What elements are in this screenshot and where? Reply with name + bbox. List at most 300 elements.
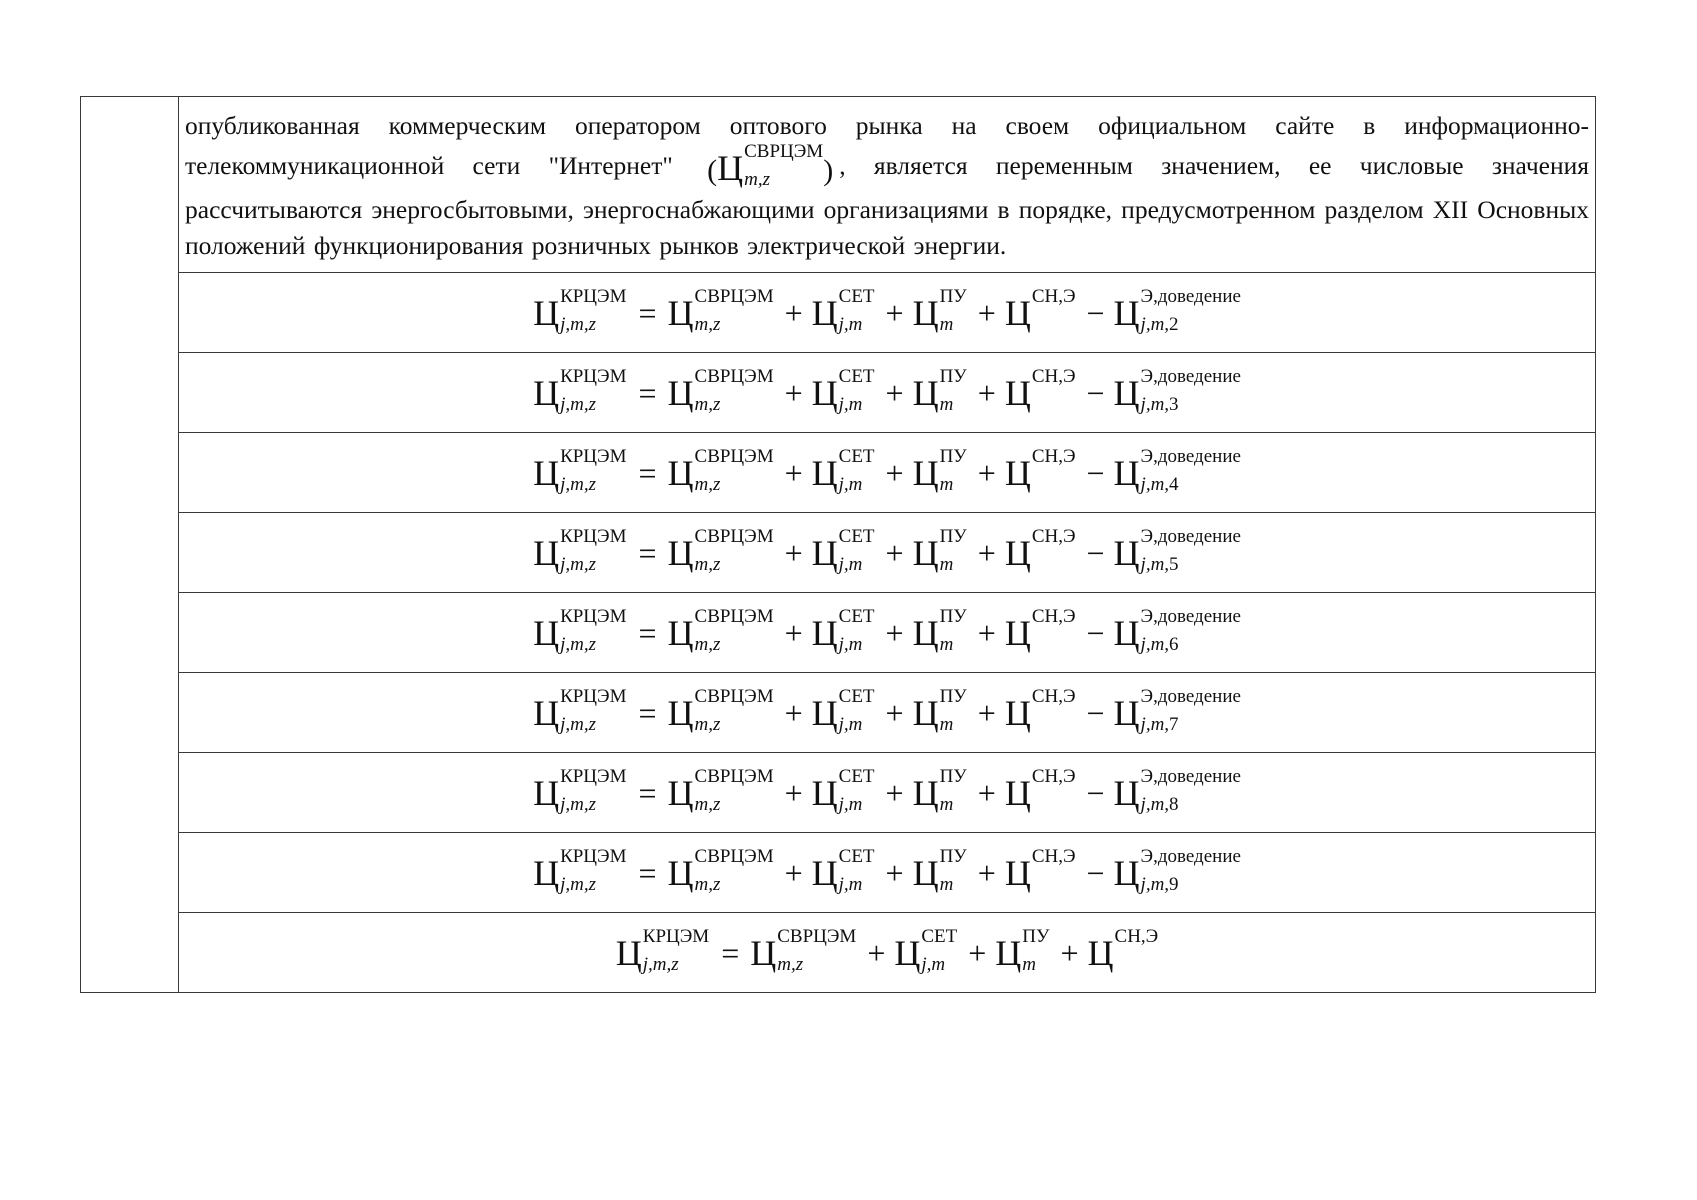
formula-sub: m (939, 713, 954, 735)
formula-sub-empty (1032, 875, 1076, 895)
formula-sub-prefix: j,m, (1140, 473, 1170, 495)
formula-term-set (811, 685, 875, 737)
formula-symbol: Ц (811, 532, 838, 573)
formula-final (615, 925, 1159, 977)
formula-term-pu (912, 845, 967, 897)
formula-sup: Э,доведение (1140, 845, 1241, 867)
formula-sup: КРЦЭМ (560, 845, 627, 867)
formula-sub-empty (1032, 475, 1076, 495)
formula-row-index: 3 (1169, 393, 1179, 415)
intro-text-after: , является переменным значением, ее числовые значения рассчитываются энергосбытовыми, энергоснабжающими организациями в порядке, предусмотренном разделом XII Основных положений функционирования розничных рынков электрической энергии. (185, 150, 1590, 260)
formula-sup: СН,Э (1031, 445, 1076, 467)
formula (533, 605, 1241, 657)
formula-term-pu (912, 685, 967, 737)
formula-term-sn (1004, 845, 1076, 897)
formula-term-pu (912, 605, 967, 657)
formula-symbol: Ц (1004, 772, 1031, 813)
equals-sign: = (638, 614, 657, 651)
equals-sign: = (638, 774, 657, 811)
formula-row-index: 2 (1169, 313, 1179, 335)
formula-sup: СВРЦЭМ (694, 845, 774, 867)
formula-sup: СВРЦЭМ (694, 685, 774, 707)
formula-term-dovedenie (1113, 765, 1241, 817)
formula-sub-prefix: j,m, (1140, 633, 1170, 655)
formula-sub: m,z (694, 393, 721, 415)
formula-sub: j,m (838, 713, 863, 735)
formula-term-sn (1004, 605, 1076, 657)
formula-sup: ПУ (939, 285, 967, 307)
plus-sign: + (867, 934, 886, 971)
formula-sub: j,m,z (560, 793, 596, 815)
plus-sign: + (784, 774, 803, 811)
formula-term-sn (1004, 285, 1076, 337)
plus-sign: + (977, 694, 996, 731)
inline-formula-sup: СВРЦЭМ (744, 140, 824, 162)
equals-sign: = (638, 454, 657, 491)
formula (533, 525, 1241, 577)
formula-lhs (533, 525, 627, 577)
formula-symbol: Ц (1113, 852, 1140, 893)
formula-symbol: Ц (1113, 532, 1140, 573)
plus-sign: + (977, 294, 996, 331)
formula-sub-prefix: j,m, (1140, 553, 1170, 575)
formula-symbol: Ц (667, 852, 694, 893)
formula-sub (1141, 315, 1241, 335)
formula-symbol: Ц (1113, 612, 1140, 653)
formula-sup: СВРЦЭМ (777, 925, 857, 947)
formula-sub-empty (1032, 635, 1076, 655)
plus-sign: + (885, 854, 904, 891)
formula-row-4 (81, 433, 1596, 513)
formula-lhs (533, 765, 627, 817)
plus-sign: + (885, 454, 904, 491)
formula-sup: СЕТ (838, 525, 875, 547)
formula-term-sn (1004, 525, 1076, 577)
formula-sub: m (939, 793, 954, 815)
formula-sub: j,m,z (642, 953, 679, 975)
formula-symbol: Ц (533, 612, 560, 653)
formula-symbol: Ц (912, 292, 939, 333)
minus-sign: − (1086, 454, 1105, 491)
formula-sub: j,m (838, 313, 863, 335)
formula-sub: j,m (838, 393, 863, 415)
formula-sub-prefix: j,m, (1140, 713, 1170, 735)
formula-sup: СВРЦЭМ (694, 525, 774, 547)
formula-row-index: 9 (1169, 873, 1179, 895)
equals-sign: = (638, 294, 657, 331)
formula-term-svrcem (667, 765, 774, 817)
formula-symbol: Ц (912, 692, 939, 733)
formula-sub (1141, 795, 1241, 815)
formula-term-svrcem (667, 685, 774, 737)
formula-symbol: Ц (533, 372, 560, 413)
inline-formula: ( Ц СВРЦЭМ m,z ) (707, 140, 834, 190)
equals-sign: = (721, 934, 740, 971)
formula-symbol: Ц (1004, 612, 1031, 653)
formula-symbol: Ц (1004, 292, 1031, 333)
minus-sign: − (1086, 534, 1105, 571)
formula-sup: СЕТ (838, 365, 875, 387)
formula-cell (179, 433, 1596, 513)
formula-sub: j,m (838, 473, 863, 495)
formula-sup: Э,доведение (1140, 285, 1241, 307)
formula-cell (179, 833, 1596, 913)
formula-sub (1141, 715, 1241, 735)
formula-lhs (533, 445, 627, 497)
formula-term-dovedenie (1113, 285, 1241, 337)
formula-sup: КРЦЭМ (560, 765, 627, 787)
formula-sub: j,m,z (560, 713, 596, 735)
inline-formula-symbol: Ц (717, 147, 744, 188)
formula-symbol: Ц (912, 452, 939, 493)
formula-symbol: Ц (615, 932, 642, 973)
formula (533, 445, 1241, 497)
formula-sup: Э,доведение (1140, 365, 1241, 387)
formula-term-dovedenie (1113, 845, 1241, 897)
formula-cell (179, 273, 1596, 353)
plus-sign: + (977, 774, 996, 811)
formula-term-set (811, 445, 875, 497)
formula-symbol: Ц (811, 452, 838, 493)
formula-symbol: Ц (667, 532, 694, 573)
formula-symbol: Ц (1004, 372, 1031, 413)
intro-text-before: опубликованная коммерческим оператором оптового рынка на своем официальном сайте в информационно-телекоммуникационной сети "Интернет" (185, 110, 1589, 180)
formula-sup: СЕТ (838, 685, 875, 707)
formula-term-pu (912, 365, 967, 417)
plus-sign: + (977, 614, 996, 651)
formula-term-svrcem (667, 605, 774, 657)
formula-sub-empty (1032, 795, 1076, 815)
formula-row-index: 6 (1169, 633, 1179, 655)
formula-sup: ПУ (939, 685, 967, 707)
formula-sub (1141, 475, 1241, 495)
formula-symbol: Ц (811, 692, 838, 733)
formula-symbol: Ц (1004, 852, 1031, 893)
formula-symbol: Ц (533, 692, 560, 733)
formula-term-svrcem (667, 845, 774, 897)
formula (533, 685, 1241, 737)
formula-symbol: Ц (667, 292, 694, 333)
minus-sign: − (1086, 614, 1105, 651)
formula-sup: СН,Э (1031, 525, 1076, 547)
formula-sup: СЕТ (838, 845, 875, 867)
formula-cell (179, 513, 1596, 593)
formula-term-set (811, 525, 875, 577)
formula-symbol: Ц (1087, 932, 1114, 973)
plus-sign: + (784, 854, 803, 891)
formula-cell (179, 593, 1596, 673)
formula-sup: СЕТ (838, 605, 875, 627)
formula-sup: КРЦЭМ (560, 685, 627, 707)
plus-sign: + (885, 694, 904, 731)
equals-sign: = (638, 534, 657, 571)
formula-sup: КРЦЭМ (560, 445, 627, 467)
formula-term-pu (995, 925, 1050, 977)
formula-term-set (811, 605, 875, 657)
minus-sign: − (1086, 374, 1105, 411)
formula-symbol: Ц (667, 452, 694, 493)
formula-sub (1141, 395, 1241, 415)
formula-symbol: Ц (1004, 452, 1031, 493)
formula-sub-empty (1032, 315, 1076, 335)
formula-symbol: Ц (1004, 532, 1031, 573)
equals-sign: = (638, 374, 657, 411)
formula-term-dovedenie (1113, 685, 1241, 737)
formula-symbol: Ц (667, 612, 694, 653)
formula-sup: КРЦЭМ (642, 925, 710, 947)
formula-sup: СЕТ (838, 765, 875, 787)
formula-term-pu (912, 765, 967, 817)
formula-lhs (533, 285, 627, 337)
formula-sup: Э,доведение (1140, 525, 1241, 547)
formula-sup: Э,доведение (1140, 685, 1241, 707)
formula-row-3 (81, 353, 1596, 433)
formula-term-pu (912, 525, 967, 577)
formula-sup: СВРЦЭМ (694, 285, 774, 307)
formula-lhs (533, 605, 627, 657)
formula-sub-empty (1115, 955, 1159, 975)
formula-sub: j,m,z (560, 473, 596, 495)
formula-term-set (811, 845, 875, 897)
formula-sub: m,z (694, 313, 721, 335)
formula-cell (179, 673, 1596, 753)
formula-symbol: Ц (811, 292, 838, 333)
plus-sign: + (784, 534, 803, 571)
plus-sign: + (977, 854, 996, 891)
formula-symbol: Ц (667, 692, 694, 733)
formula-sup: СВРЦЭМ (694, 765, 774, 787)
formula-row-8 (81, 753, 1596, 833)
formula-term-set (811, 365, 875, 417)
formula-sup: СН,Э (1031, 365, 1076, 387)
plus-sign: + (977, 534, 996, 571)
formula-term-sn (1004, 445, 1076, 497)
minus-sign: − (1086, 694, 1105, 731)
formula-term-sn (1004, 765, 1076, 817)
formula-sub: m (939, 313, 954, 335)
formula (533, 765, 1241, 817)
formula-sup: Э,доведение (1140, 445, 1241, 467)
formula-sup: КРЦЭМ (560, 365, 627, 387)
formula-term-dovedenie (1113, 525, 1241, 577)
formula-sub: m,z (777, 953, 804, 975)
formula-symbol: Ц (1113, 292, 1140, 333)
formula-sub-empty (1032, 715, 1076, 735)
minus-sign: − (1086, 854, 1105, 891)
formula-row-6 (81, 593, 1596, 673)
formula-sub: j,m (921, 953, 946, 975)
equals-sign: = (638, 854, 657, 891)
formula-sub: j,m,z (560, 553, 596, 575)
formula-sub: j,m (838, 793, 863, 815)
formula-term-svrcem (750, 925, 857, 977)
plus-sign: + (784, 694, 803, 731)
formula-term-sn (1087, 925, 1159, 977)
formula-sup: Э,доведение (1140, 605, 1241, 627)
formula-sup: СН,Э (1114, 925, 1159, 947)
formula-row-final (81, 913, 1596, 993)
formula-sup: ПУ (939, 765, 967, 787)
minus-sign: − (1086, 774, 1105, 811)
formula-term-pu (912, 445, 967, 497)
formula-symbol: Ц (995, 932, 1022, 973)
formula-sup: СЕТ (838, 445, 875, 467)
formula (533, 365, 1241, 417)
plus-sign: + (784, 454, 803, 491)
formula-row-9 (81, 833, 1596, 913)
formula-sub: j,m (838, 553, 863, 575)
formula-lhs (615, 925, 710, 977)
formula-sup: СВРЦЭМ (694, 605, 774, 627)
formula-row-index: 4 (1169, 473, 1179, 495)
formula-term-dovedenie (1113, 445, 1241, 497)
intro-text-cell (179, 97, 1596, 273)
formula-symbol: Ц (912, 372, 939, 413)
formula-sup: СЕТ (838, 285, 875, 307)
formula-sub: m (939, 553, 954, 575)
formula-sub: m,z (694, 713, 721, 735)
formula-sup: СН,Э (1031, 765, 1076, 787)
formula-sub: m (939, 873, 954, 895)
formula-sup: СЕТ (921, 925, 958, 947)
formula-sub: m,z (694, 633, 721, 655)
formula-term-svrcem (667, 445, 774, 497)
formula-sup: Э,доведение (1140, 765, 1241, 787)
formula-symbol: Ц (750, 932, 777, 973)
formula-sup: СН,Э (1031, 605, 1076, 627)
formula-term-dovedenie (1113, 365, 1241, 417)
formula-sup: ПУ (939, 845, 967, 867)
intro-row (81, 97, 1596, 273)
formula (533, 285, 1241, 337)
plus-sign: + (968, 934, 987, 971)
formula-sub (1141, 555, 1241, 575)
formula-term-pu (912, 285, 967, 337)
formula-symbol: Ц (533, 532, 560, 573)
formula-symbol: Ц (912, 532, 939, 573)
plus-sign: + (885, 534, 904, 571)
formula-sub-prefix: j,m, (1140, 393, 1170, 415)
plus-sign: + (784, 374, 803, 411)
formula-row-5 (81, 513, 1596, 593)
formula-row-index: 5 (1169, 553, 1179, 575)
formula-symbol: Ц (1004, 692, 1031, 733)
formula-row-index: 8 (1169, 793, 1179, 815)
formula-lhs (533, 685, 627, 737)
formula-symbol: Ц (811, 772, 838, 813)
formula-row-7 (81, 673, 1596, 753)
formula-sup: ПУ (939, 365, 967, 387)
formula-row-2 (81, 273, 1596, 353)
formula-sub: m,z (694, 873, 721, 895)
formula-term-sn (1004, 365, 1076, 417)
formula-sub-prefix: j,m, (1140, 793, 1170, 815)
plus-sign: + (885, 374, 904, 411)
formula-cell (179, 353, 1596, 433)
left-empty-cell (81, 97, 179, 993)
formula-term-set (894, 925, 958, 977)
formula-sub: j,m (838, 873, 863, 895)
plus-sign: + (885, 294, 904, 331)
formula-sup: СВРЦЭМ (694, 365, 774, 387)
formula-sup: СН,Э (1031, 685, 1076, 707)
inline-formula-sub: m,z (744, 168, 770, 190)
formula-lhs (533, 845, 627, 897)
formula-sub (1141, 875, 1241, 895)
formula-sup: ПУ (939, 445, 967, 467)
formula-sup: СВРЦЭМ (694, 445, 774, 467)
intro-paragraph (179, 98, 1595, 272)
formula-sup: КРЦЭМ (560, 525, 627, 547)
formula-symbol: Ц (894, 932, 921, 973)
plus-sign: + (977, 374, 996, 411)
formula-sup: КРЦЭМ (560, 605, 627, 627)
formula-symbol: Ц (1113, 372, 1140, 413)
formula-sub-empty (1032, 395, 1076, 415)
formula-sub: j,m,z (560, 873, 596, 895)
formula-symbol: Ц (533, 772, 560, 813)
formula-row-index: 7 (1169, 713, 1179, 735)
formula-symbol: Ц (533, 852, 560, 893)
formula-term-svrcem (667, 285, 774, 337)
formula-sub: m (939, 393, 954, 415)
formula-sub: m (1022, 953, 1037, 975)
formula-term-svrcem (667, 365, 774, 417)
formula-sub: m (939, 473, 954, 495)
formula-cell-final (179, 913, 1596, 993)
formula-symbol: Ц (1113, 772, 1140, 813)
document-table (80, 96, 1596, 993)
formula-symbol: Ц (667, 372, 694, 413)
formula-sub: j,m (838, 633, 863, 655)
formula-symbol: Ц (533, 292, 560, 333)
formula-symbol: Ц (811, 372, 838, 413)
equals-sign: = (638, 694, 657, 731)
formula-symbol: Ц (1113, 452, 1140, 493)
formula-sub: m (939, 633, 954, 655)
formula-sup: КРЦЭМ (560, 285, 627, 307)
formula-sub-prefix: j,m, (1140, 313, 1170, 335)
formula-sup: ПУ (939, 525, 967, 547)
formula-symbol: Ц (667, 772, 694, 813)
plus-sign: + (885, 774, 904, 811)
formula-sub-prefix: j,m, (1140, 873, 1170, 895)
formula-sup: ПУ (1022, 925, 1050, 947)
formula-sup: СН,Э (1031, 285, 1076, 307)
formula-sub: m,z (694, 553, 721, 575)
formula-term-set (811, 765, 875, 817)
formula-sup: ПУ (939, 605, 967, 627)
minus-sign: − (1086, 294, 1105, 331)
formula-sub: m,z (694, 793, 721, 815)
formula-symbol: Ц (811, 852, 838, 893)
plus-sign: + (784, 614, 803, 651)
formula-sup: СН,Э (1031, 845, 1076, 867)
formula-term-sn (1004, 685, 1076, 737)
formula-symbol: Ц (912, 852, 939, 893)
formula-sub-empty (1032, 555, 1076, 575)
formula-symbol: Ц (533, 452, 560, 493)
formula-sub: m,z (694, 473, 721, 495)
formula-sub: j,m,z (560, 633, 596, 655)
formula-symbol: Ц (912, 612, 939, 653)
formula-sub: j,m,z (560, 313, 596, 335)
formula-term-set (811, 285, 875, 337)
formula-symbol: Ц (1113, 692, 1140, 733)
formula-symbol: Ц (912, 772, 939, 813)
formula-lhs (533, 365, 627, 417)
formula-term-svrcem (667, 525, 774, 577)
